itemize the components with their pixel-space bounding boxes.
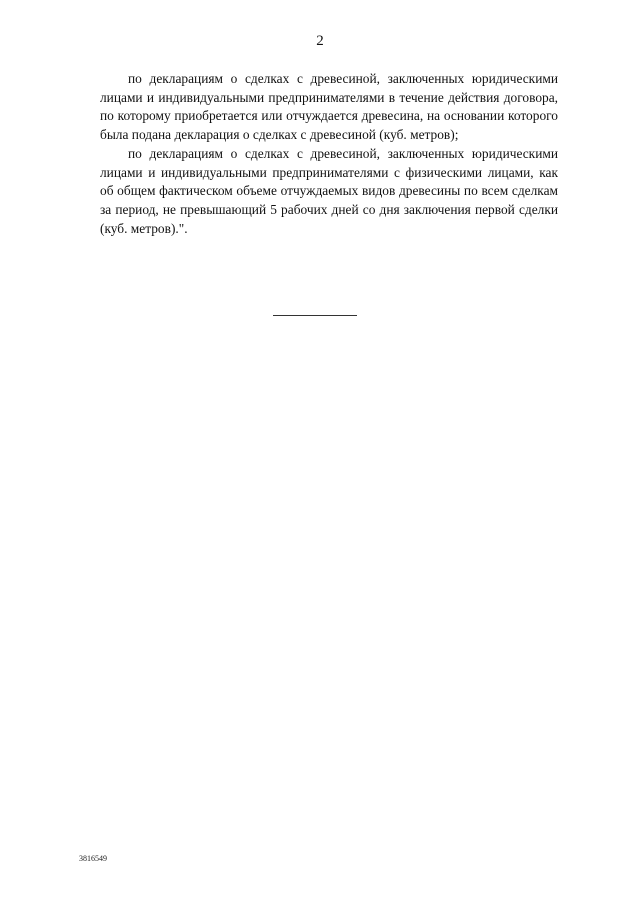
paragraph-declarations-legal-entities: по декларациям о сделках с древесиной, заключенных юридическими лицами и индивидуальными предпринимателями в течение действия договора, по которому приобретается или отчуждается древесина, на основании которого была подана декларация о сделках с древесиной (куб. метров); [100,71,558,143]
page-number: 2 [316,33,324,49]
end-separator-line [273,315,357,316]
paragraph-declarations-individuals: по декларациям о сделках с древесиной, заключенных юридическими лицами и индивидуальными предпринимателями с физическими лицами, как об общем фактическом объеме отчуждаемых видов древесины по всем сделкам за период, не превышающий 5 рабочих дней со дня заключения первой сделки (куб. метров).". [100,145,558,236]
document-code: 3816549 [79,854,107,863]
document-body [100,70,558,238]
